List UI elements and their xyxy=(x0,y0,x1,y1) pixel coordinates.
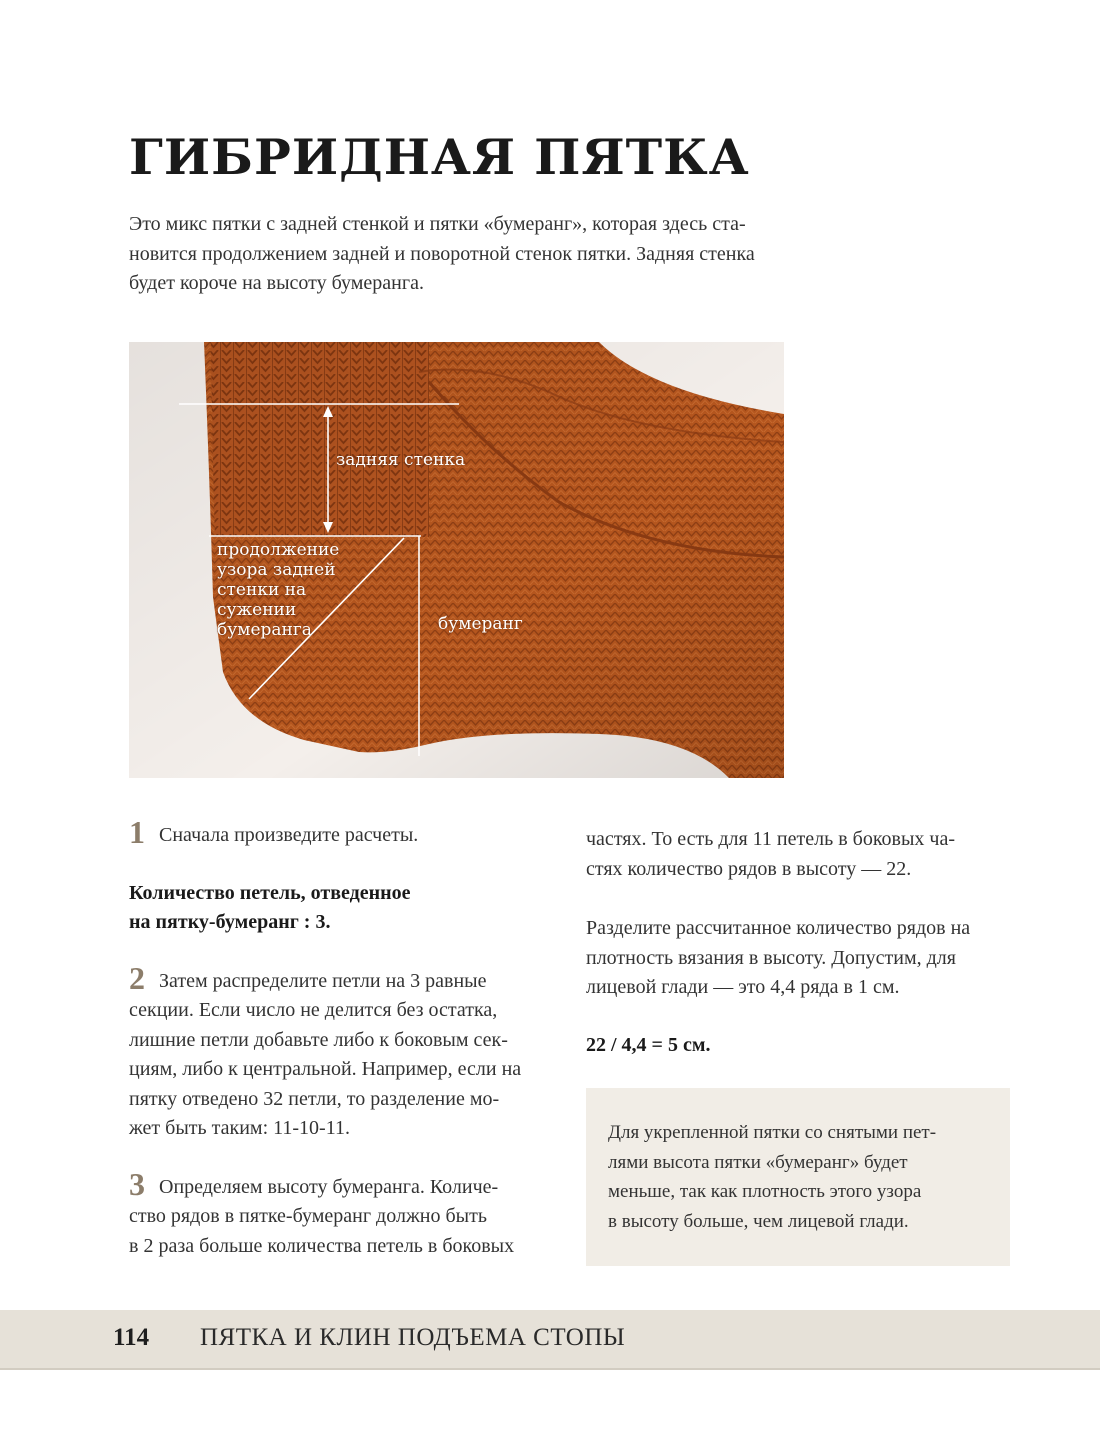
step-2-line: циям, либо к центральной. Например, если на xyxy=(129,1058,522,1080)
continuation-line: частях. То есть для 11 петель в боковых ча- xyxy=(586,828,956,850)
step-3-line: ство рядов в пятке-бумеранг должно быть xyxy=(129,1205,487,1227)
label-continuation-line: узора задней xyxy=(217,560,336,580)
step-3-line: Определяем высоту бумеранга. Количе- xyxy=(159,1175,499,1198)
section-title: ПЯТКА И КЛИН ПОДЪЕМА СТОПЫ xyxy=(200,1324,626,1351)
divide-line: лицевой глади — это 4,4 ряда в 1 см. xyxy=(586,976,900,998)
step-2-line: Затем распределите петли на 3 равные xyxy=(159,969,487,992)
right-column xyxy=(586,825,1016,1060)
step-number: 3 xyxy=(129,1165,145,1202)
step-2-line: пятку отведено 32 петли, то разделение мо- xyxy=(129,1087,500,1110)
note-box xyxy=(586,1088,1010,1266)
label-continuation-line: стенки на xyxy=(217,580,307,600)
step-3 xyxy=(129,1165,569,1262)
step-3-continuation xyxy=(586,825,1016,884)
page-title: ГИБРИДНАЯ ПЯТКА xyxy=(129,128,750,186)
continuation-line: стях количество рядов в высоту — 22. xyxy=(586,857,912,880)
note-line: в высоту больше, чем лицевой глади. xyxy=(608,1210,909,1232)
bold-note-line: на пятку-бумеранг : 3. xyxy=(129,911,331,933)
divide-line: плотность вязания в высоту. Допустим, для xyxy=(586,946,956,969)
intro-line: новится продолжением задней и поворотной стенок пятки. Задняя стенка xyxy=(129,242,755,265)
step-number: 1 xyxy=(129,814,145,850)
divide-paragraph xyxy=(586,914,1016,1003)
label-continuation-line: продолжение xyxy=(217,540,340,560)
step-2-line: секции. Если число не делится без остатка, xyxy=(129,999,498,1021)
page-number: 114 xyxy=(113,1324,150,1351)
divide-line: Разделите рассчитанное количество рядов на xyxy=(586,917,971,939)
step-number: 2 xyxy=(129,959,145,996)
step-1 xyxy=(129,814,569,851)
label-continuation-line: бумеранга xyxy=(217,620,312,640)
note-line: Для укрепленной пятки со снятыми пет- xyxy=(608,1122,937,1143)
step-2-line: лишние петли добавьте либо к боковым сек- xyxy=(129,1028,508,1051)
intro-line: будет короче на высоту бумеранга. xyxy=(129,272,424,294)
sock-heel-photo xyxy=(129,342,784,778)
note-line: лями высота пятки «бумеранг» будет xyxy=(608,1151,908,1173)
label-boomerang: бумеранг xyxy=(438,614,523,634)
step-2 xyxy=(129,959,569,1144)
note-line: меньше, так как плотность этого узора xyxy=(608,1181,922,1202)
intro-paragraph xyxy=(129,210,829,299)
step-3-line: в 2 раза больше количества петель в боковых xyxy=(129,1234,515,1257)
page-footer xyxy=(0,1310,1100,1370)
intro-line: Это микс пятки с задней стенкой и пятки «бумеранг», которая здесь ста- xyxy=(129,213,746,235)
bold-note xyxy=(129,879,569,938)
bold-note-line: Количество петель, отведенное xyxy=(129,881,411,904)
formula: 22 / 4,4 = 5 см. xyxy=(586,1033,711,1056)
step-1-text: Сначала произведите расчеты. xyxy=(159,824,419,846)
label-continuation-line: сужении xyxy=(217,600,297,620)
step-2-line: жет быть таким: 11-10-11. xyxy=(129,1117,350,1139)
label-back-wall: задняя стенка xyxy=(336,450,466,470)
left-column xyxy=(129,814,569,1261)
label-continuation xyxy=(217,540,339,640)
